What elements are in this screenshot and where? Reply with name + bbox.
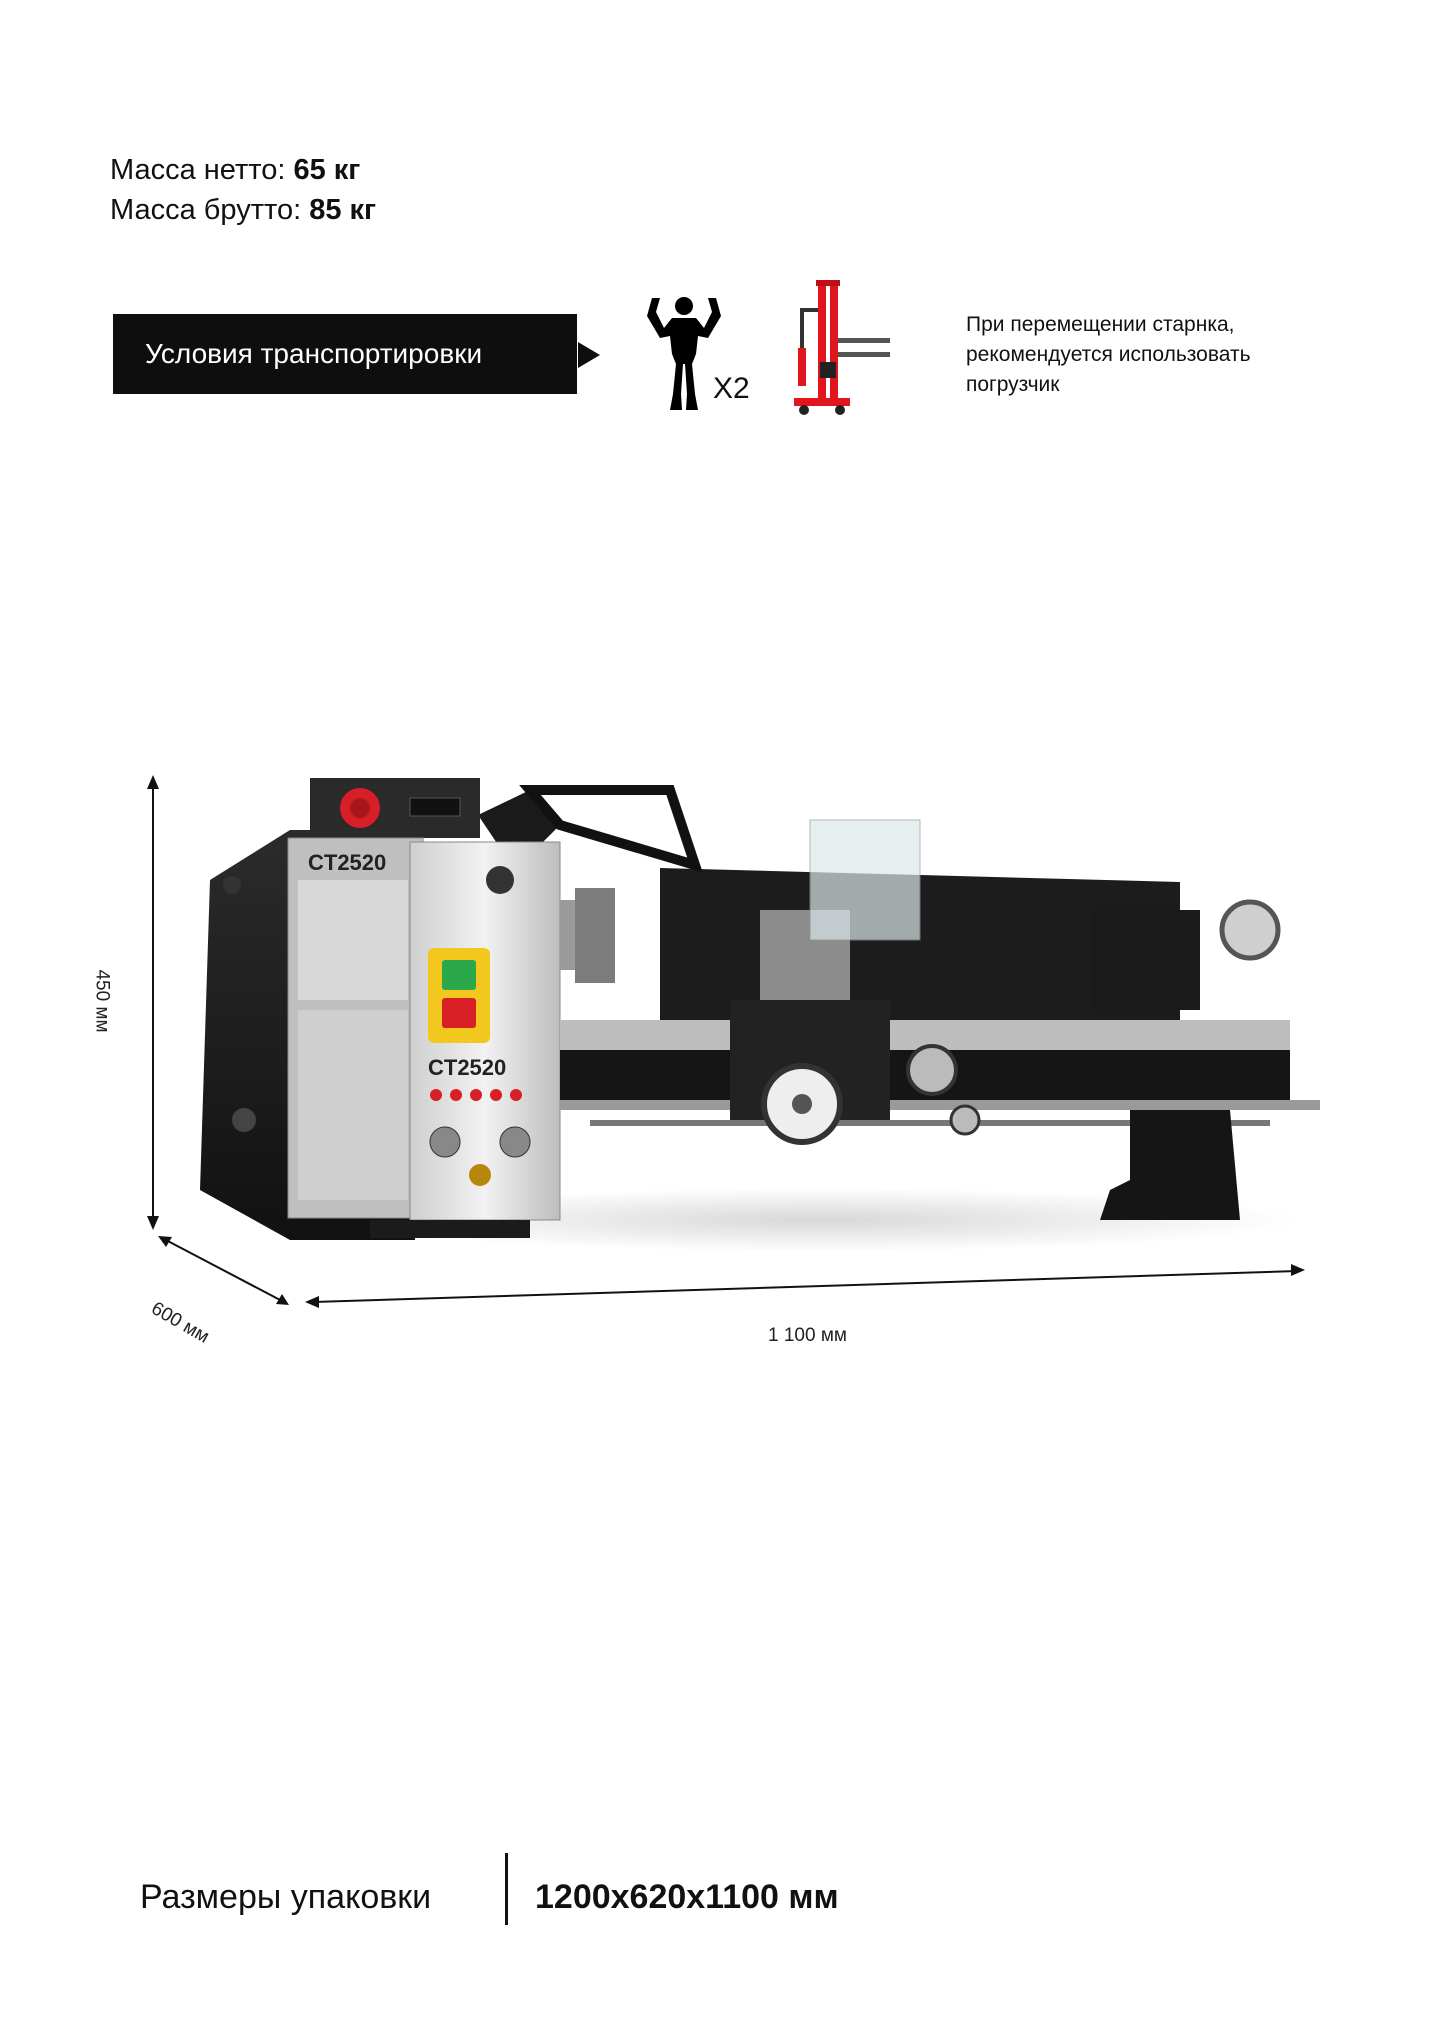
transport-banner (113, 314, 577, 394)
package-divider (505, 1853, 508, 1925)
net-weight-line (110, 150, 376, 190)
net-weight-value: 65 кг (293, 154, 361, 186)
package-value: 1200x620x1100 мм (535, 1878, 839, 1916)
height-dimension-label: 450 мм (91, 969, 113, 1033)
height-dimension-line (138, 775, 168, 1230)
length-dimension-line (305, 1262, 1305, 1308)
pallet-stacker-icon (790, 278, 900, 418)
strongman-icon (646, 294, 722, 412)
package-label: Размеры упаковки (140, 1878, 432, 1916)
model-plate-label: CT2520 (308, 850, 387, 875)
lathe-machine-image (170, 770, 1320, 1250)
length-dimension-label: 1 100 мм (768, 1325, 847, 1346)
gross-weight-value: 85 кг (309, 194, 377, 226)
gross-weight-label: Масса брутто: (110, 194, 302, 226)
people-count: X2 (713, 372, 750, 405)
depth-dimension-label: 600 мм (147, 1298, 213, 1348)
weights-block (110, 150, 376, 230)
transport-note: При перемещении старнка, рекомендуется использовать погрузчик (966, 313, 1251, 396)
transport-banner-label: Условия транспортировки (145, 338, 483, 369)
banner-arrow-icon (578, 342, 600, 368)
gross-weight-line (110, 190, 376, 230)
net-weight-label: Масса нетто: (110, 154, 286, 186)
depth-dimension-line (158, 1235, 290, 1307)
model-panel-label: CT2520 (428, 1055, 507, 1080)
